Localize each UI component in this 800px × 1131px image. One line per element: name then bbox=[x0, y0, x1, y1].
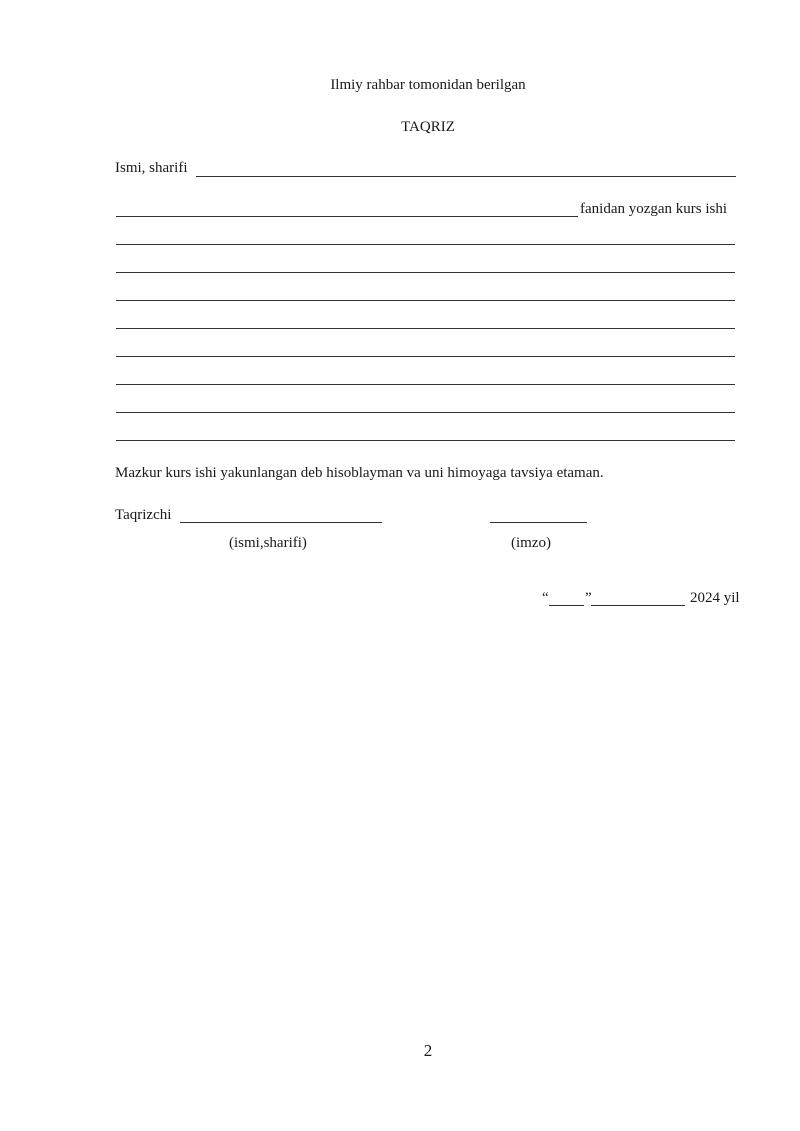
reviewer-name-line[interactable] bbox=[180, 522, 382, 523]
date-month-line[interactable] bbox=[591, 605, 685, 606]
date-open-quote: “ bbox=[542, 590, 549, 606]
signature-line[interactable] bbox=[490, 522, 587, 523]
review-title: TAQRIZ bbox=[401, 119, 455, 135]
name-fill-line[interactable] bbox=[196, 176, 736, 177]
blank-line[interactable] bbox=[116, 244, 735, 245]
blank-line[interactable] bbox=[116, 412, 735, 413]
blank-line[interactable] bbox=[116, 300, 735, 301]
blank-line[interactable] bbox=[116, 440, 735, 441]
date-day-line[interactable] bbox=[549, 605, 584, 606]
reviewer-label: Taqrizchi bbox=[115, 507, 172, 523]
blank-line[interactable] bbox=[116, 384, 735, 385]
conclusion-text: Mazkur kurs ishi yakunlangan deb hisoblayman va uni himoyaga tavsiya etaman. bbox=[115, 465, 604, 481]
blank-line[interactable] bbox=[116, 328, 735, 329]
signature-caption: (imzo) bbox=[511, 535, 551, 551]
review-subtitle: Ilmiy rahbar tomonidan berilgan bbox=[330, 77, 526, 93]
page-number: 2 bbox=[423, 1041, 433, 1060]
date-year: 2024 yil bbox=[690, 590, 740, 606]
subject-suffix: fanidan yozgan kurs ishi bbox=[580, 201, 728, 217]
date-close-quote: ” bbox=[585, 590, 592, 606]
blank-line[interactable] bbox=[116, 272, 735, 273]
blank-line[interactable] bbox=[116, 356, 735, 357]
name-label: Ismi, sharifi bbox=[115, 160, 188, 176]
name-caption: (ismi,sharifi) bbox=[229, 535, 307, 551]
subject-fill-line[interactable] bbox=[116, 216, 578, 217]
